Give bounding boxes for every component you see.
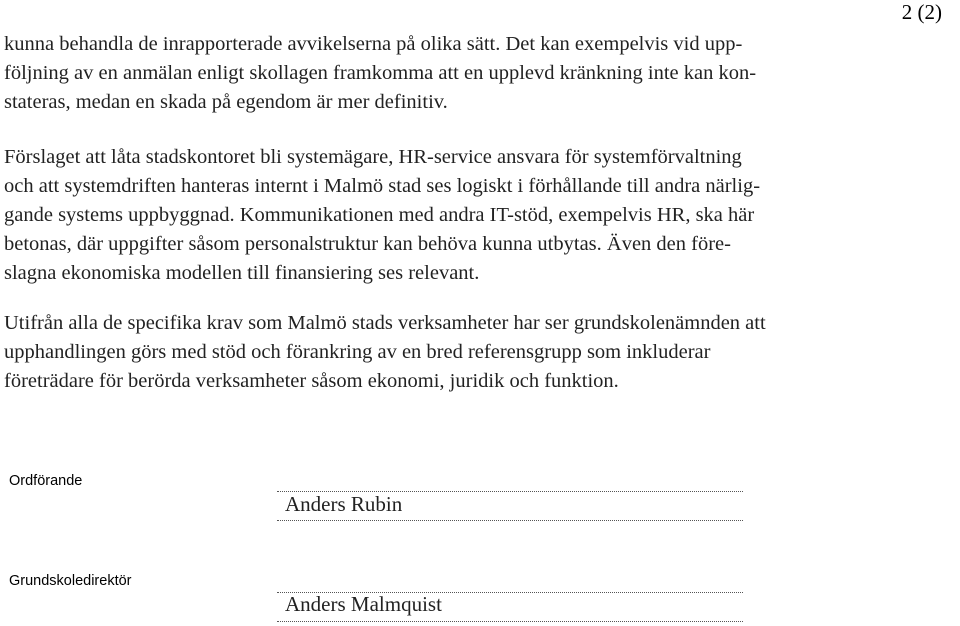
signature-line-bottom <box>277 520 743 521</box>
text-line: Utifrån alla de specifika krav som Malmö stads verksamheter har ser grundskolenämnden att <box>4 312 766 334</box>
text-line: slagna ekonomiska modellen till finansiering ses relevant. <box>4 262 480 284</box>
text-line: företrädare för berörda verksamheter såsom ekonomi, juridik och funktion. <box>4 370 619 392</box>
signature-name-chair: Anders Rubin <box>285 492 403 516</box>
text-line: följning av en anmälan enligt skollagen framkomma att en upplevd kränkning inte kan kon- <box>4 62 757 84</box>
signature-line-bottom <box>277 621 743 622</box>
text-line: upphandlingen görs med stöd och förankring av en bred referensgrupp som inkluderar <box>4 341 711 363</box>
signature-label-director: Grundskoledirektör <box>9 573 132 589</box>
signature-name-director: Anders Malmquist <box>285 592 442 616</box>
text-line: gande systems uppbyggnad. Kommunikationen med andra IT-stöd, exempelvis HR, ska här <box>4 204 755 226</box>
paragraph-2 <box>4 143 760 288</box>
text-line: stateras, medan en skada på egendom är mer definitiv. <box>4 91 448 113</box>
text-line: kunna behandla de inrapporterade avvikelserna på olika sätt. Det kan exempelvis vid upp- <box>4 33 743 55</box>
signature-label-chair: Ordförande <box>9 473 83 489</box>
text-line: och att systemdriften hanteras internt i Malmö stad ses logiskt i förhållande till andra närlig- <box>4 175 761 197</box>
page-number: 2 (2) <box>901 0 942 24</box>
text-line: betonas, där uppgifter såsom personalstruktur kan behöva kunna utbytas. Även den före- <box>4 233 731 255</box>
text-line: Förslaget att låta stadskontoret bli systemägare, HR-service ansvara för systemförvaltning <box>4 146 742 168</box>
paragraph-3 <box>4 309 766 396</box>
paragraph-1 <box>4 30 756 117</box>
